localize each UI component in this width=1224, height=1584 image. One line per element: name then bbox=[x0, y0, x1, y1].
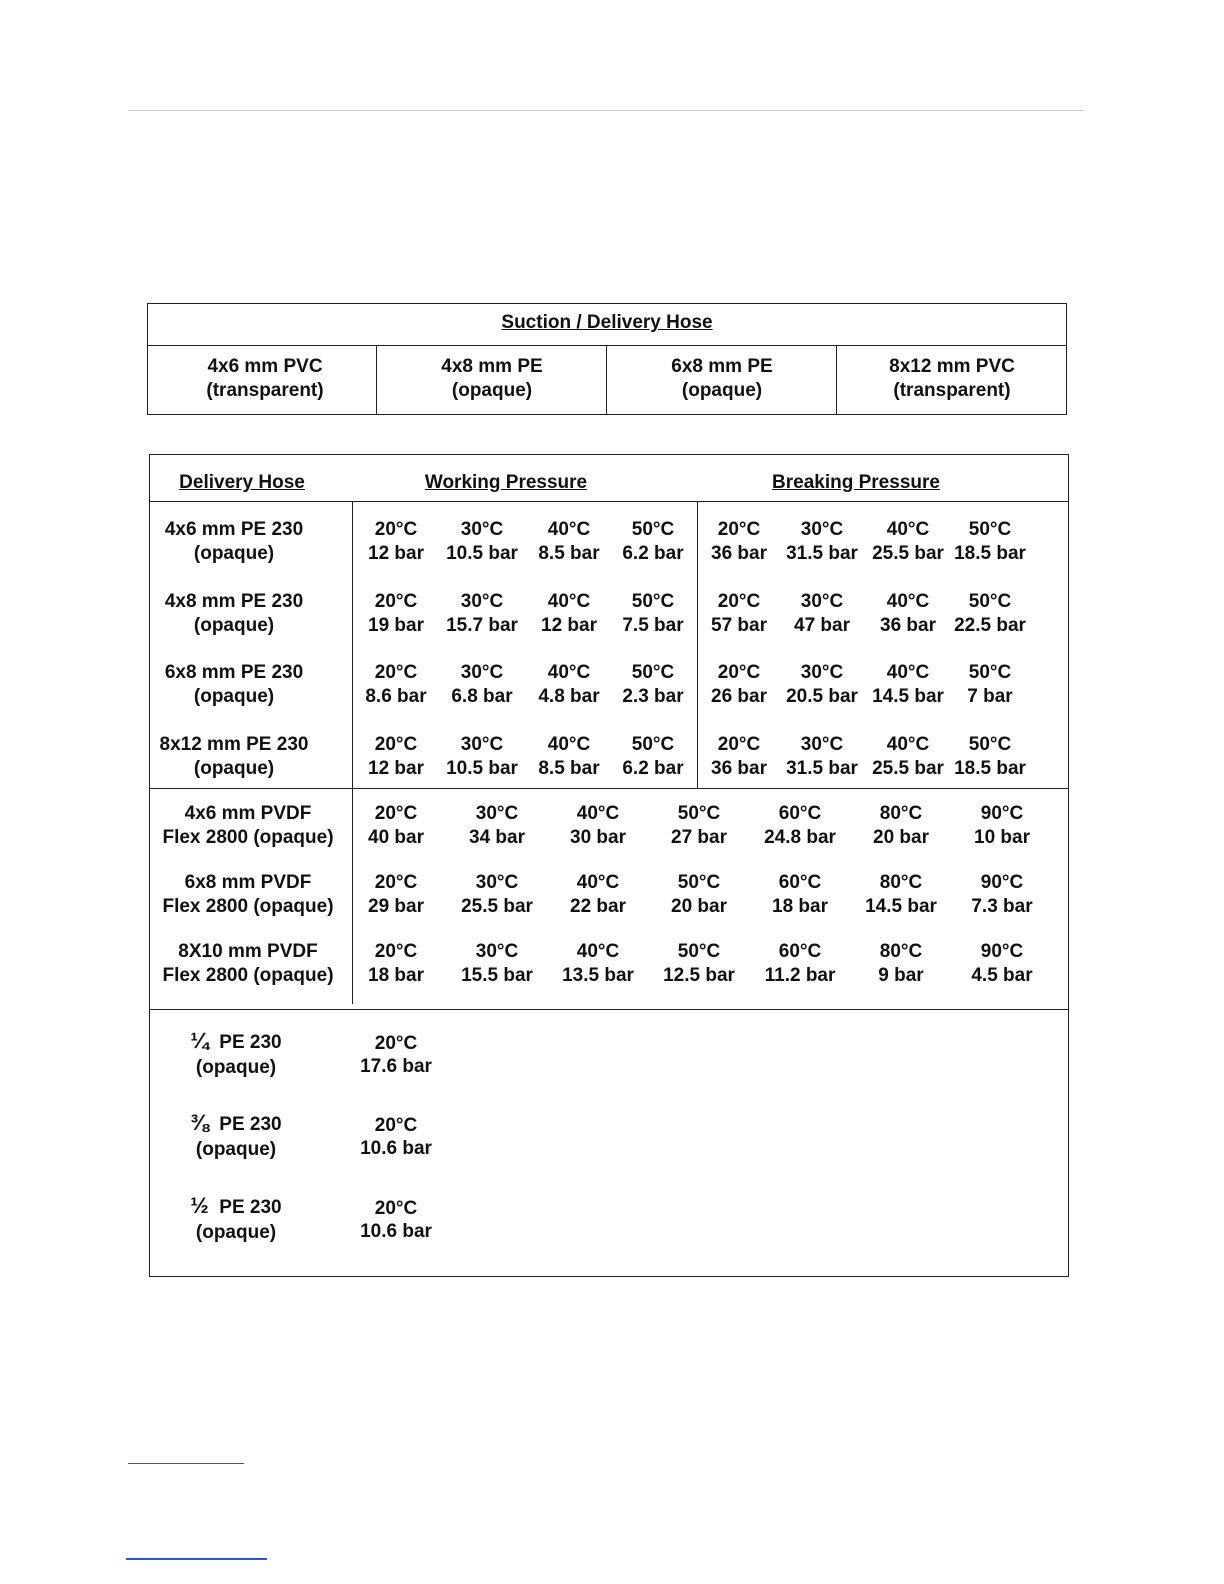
hose-name: 4x6 mm PVDF bbox=[184, 803, 312, 824]
breaking-temperature: 40°C bbox=[886, 519, 930, 540]
hose-name-detail: Flex 2800 (opaque) bbox=[162, 896, 334, 917]
breaking-temperature: 50°C bbox=[968, 591, 1012, 612]
breaking-pressure-value: 20.5 bar bbox=[786, 686, 858, 707]
breaking-pressure-value: 47 bar bbox=[794, 615, 850, 636]
working-pressure-value: 20 bar bbox=[873, 827, 929, 848]
working-temperature: 20°C bbox=[374, 803, 418, 824]
hose-name-detail: (opaque) bbox=[193, 615, 275, 636]
suction-col-3-line1: 6x8 mm PE bbox=[671, 356, 773, 377]
breaking-temperature: 40°C bbox=[886, 591, 930, 612]
header-working-pressure: Working Pressure bbox=[424, 472, 588, 493]
working-temperature: 30°C bbox=[460, 734, 504, 755]
hose-name-detail: (opaque) bbox=[195, 1222, 277, 1243]
inch-fraction: ¼ bbox=[190, 1028, 209, 1053]
working-temperature: 20°C bbox=[374, 1115, 418, 1136]
working-pressure-value: 12.5 bar bbox=[663, 965, 735, 986]
working-temperature: 20°C bbox=[374, 872, 418, 893]
working-temperature: 20°C bbox=[374, 1198, 418, 1219]
working-pressure-value: 2.3 bar bbox=[622, 686, 684, 707]
hose-name-detail: (opaque) bbox=[195, 1057, 277, 1078]
spacer bbox=[209, 1114, 220, 1135]
working-pressure-value: 10.6 bar bbox=[360, 1221, 432, 1242]
working-temperature: 20°C bbox=[374, 591, 418, 612]
breaking-pressure-value: 18.5 bar bbox=[954, 758, 1026, 779]
working-temperature: 50°C bbox=[677, 941, 721, 962]
working-pressure-value: 12 bar bbox=[368, 543, 424, 564]
breaking-pressure-value: 36 bar bbox=[880, 615, 936, 636]
breaking-pressure-value: 22.5 bar bbox=[954, 615, 1026, 636]
suction-col-4-line2: (transparent) bbox=[893, 380, 1011, 401]
working-temperature: 30°C bbox=[460, 662, 504, 683]
hose-name: 8x12 mm PE 230 bbox=[159, 734, 309, 755]
breaking-temperature: 20°C bbox=[717, 519, 761, 540]
pressure-header-divider bbox=[149, 501, 1069, 502]
breaking-temperature: 40°C bbox=[886, 662, 930, 683]
working-temperature: 50°C bbox=[631, 662, 675, 683]
working-pressure-value: 10.5 bar bbox=[446, 543, 518, 564]
breaking-pressure-value: 26 bar bbox=[711, 686, 767, 707]
spacer bbox=[209, 1032, 220, 1053]
breaking-temperature: 20°C bbox=[717, 734, 761, 755]
working-pressure-value: 8.5 bar bbox=[538, 758, 600, 779]
working-temperature: 50°C bbox=[677, 872, 721, 893]
pressure-pvdf-divider bbox=[149, 1009, 1069, 1010]
working-temperature: 90°C bbox=[980, 872, 1024, 893]
working-pressure-value: 20 bar bbox=[671, 896, 727, 917]
working-pressure-value: 4.5 bar bbox=[971, 965, 1033, 986]
working-pressure-value: 6.2 bar bbox=[622, 543, 684, 564]
hose-name: 4x6 mm PE 230 bbox=[164, 519, 304, 540]
working-temperature: 30°C bbox=[475, 872, 519, 893]
working-temperature: 90°C bbox=[980, 941, 1024, 962]
suction-col-1-line1: 4x6 mm PVC bbox=[207, 356, 323, 377]
footer-link-rule bbox=[126, 1558, 267, 1560]
working-temperature: 40°C bbox=[547, 662, 591, 683]
working-pressure-value: 6.2 bar bbox=[622, 758, 684, 779]
breaking-temperature: 30°C bbox=[800, 734, 844, 755]
hose-name-detail: Flex 2800 (opaque) bbox=[162, 965, 334, 986]
working-pressure-value: 40 bar bbox=[368, 827, 424, 848]
working-pressure-value: 15.5 bar bbox=[461, 965, 533, 986]
suction-table-title: Suction / Delivery Hose bbox=[501, 312, 713, 333]
breaking-pressure-value: 36 bar bbox=[711, 758, 767, 779]
breaking-pressure-value: 31.5 bar bbox=[786, 758, 858, 779]
working-temperature: 50°C bbox=[677, 803, 721, 824]
hose-material: PE 230 bbox=[219, 1197, 282, 1218]
working-pressure-value: 11.2 bar bbox=[764, 965, 836, 986]
header-breaking-pressure: Breaking Pressure bbox=[772, 472, 940, 493]
breaking-temperature: 40°C bbox=[886, 734, 930, 755]
suction-col-2-line1: 4x8 mm PE bbox=[441, 356, 543, 377]
working-temperature: 80°C bbox=[879, 803, 923, 824]
working-pressure-value: 8.5 bar bbox=[538, 543, 600, 564]
hose-name-detail: (opaque) bbox=[193, 758, 275, 779]
working-temperature: 40°C bbox=[547, 519, 591, 540]
working-pressure-value: 34 bar bbox=[469, 827, 525, 848]
pressure-pe-divider bbox=[149, 788, 1069, 789]
working-temperature: 80°C bbox=[879, 872, 923, 893]
breaking-temperature: 50°C bbox=[968, 662, 1012, 683]
working-pressure-value: 17.6 bar bbox=[360, 1056, 432, 1077]
working-temperature: 20°C bbox=[374, 1033, 418, 1054]
breaking-pressure-value: 25.5 bar bbox=[872, 758, 944, 779]
hose-name-detail: (opaque) bbox=[195, 1139, 277, 1160]
working-temperature: 90°C bbox=[980, 803, 1024, 824]
breaking-pressure-value: 31.5 bar bbox=[786, 543, 858, 564]
working-pressure-value: 29 bar bbox=[368, 896, 424, 917]
working-temperature: 20°C bbox=[374, 734, 418, 755]
working-pressure-value: 4.8 bar bbox=[538, 686, 600, 707]
working-pressure-value: 7.3 bar bbox=[971, 896, 1033, 917]
working-temperature: 80°C bbox=[879, 941, 923, 962]
hose-name bbox=[136, 1111, 336, 1136]
header-rule bbox=[128, 110, 1084, 111]
working-temperature: 20°C bbox=[374, 941, 418, 962]
working-pressure-value: 7.5 bar bbox=[622, 615, 684, 636]
working-temperature: 30°C bbox=[460, 591, 504, 612]
working-temperature: 50°C bbox=[631, 519, 675, 540]
breaking-temperature: 50°C bbox=[968, 519, 1012, 540]
working-pressure-value: 27 bar bbox=[671, 827, 727, 848]
working-pressure-value: 30 bar bbox=[570, 827, 626, 848]
working-temperature: 60°C bbox=[778, 872, 822, 893]
working-pressure-value: 13.5 bar bbox=[562, 965, 634, 986]
working-pressure-value: 9 bar bbox=[878, 965, 924, 986]
working-pressure-value: 10 bar bbox=[974, 827, 1030, 848]
working-temperature: 60°C bbox=[778, 803, 822, 824]
working-temperature: 20°C bbox=[374, 519, 418, 540]
hose-name bbox=[136, 1194, 336, 1219]
hose-name-detail: (opaque) bbox=[193, 686, 275, 707]
working-temperature: 30°C bbox=[475, 941, 519, 962]
working-temperature: 60°C bbox=[778, 941, 822, 962]
inch-fraction: ⅜ bbox=[190, 1110, 209, 1135]
working-temperature: 50°C bbox=[631, 591, 675, 612]
breaking-pressure-value: 57 bar bbox=[711, 615, 767, 636]
suction-col-3-line2: (opaque) bbox=[681, 380, 763, 401]
suction-col-4-line1: 8x12 mm PVC bbox=[889, 356, 1015, 377]
breaking-temperature: 20°C bbox=[717, 662, 761, 683]
working-temperature: 40°C bbox=[547, 734, 591, 755]
working-temperature: 50°C bbox=[631, 734, 675, 755]
hose-name-detail: Flex 2800 (opaque) bbox=[162, 827, 334, 848]
hose-name: 4x8 mm PE 230 bbox=[164, 591, 304, 612]
inch-fraction: ½ bbox=[190, 1193, 209, 1218]
hose-name: 6x8 mm PVDF bbox=[184, 872, 312, 893]
working-pressure-value: 24.8 bar bbox=[764, 827, 836, 848]
working-pressure-value: 14.5 bar bbox=[865, 896, 937, 917]
working-pressure-value: 12 bar bbox=[368, 758, 424, 779]
working-pressure-value: 18 bar bbox=[368, 965, 424, 986]
working-temperature: 40°C bbox=[547, 591, 591, 612]
breaking-pressure-value: 36 bar bbox=[711, 543, 767, 564]
working-pressure-value: 12 bar bbox=[541, 615, 597, 636]
working-pressure-value: 15.7 bar bbox=[446, 615, 518, 636]
suction-table-divider bbox=[147, 345, 1067, 346]
header-delivery-hose: Delivery Hose bbox=[179, 472, 305, 493]
working-temperature: 40°C bbox=[576, 803, 620, 824]
working-temperature: 30°C bbox=[460, 519, 504, 540]
working-temperature: 20°C bbox=[374, 662, 418, 683]
breaking-temperature: 30°C bbox=[800, 662, 844, 683]
breaking-temperature: 20°C bbox=[717, 591, 761, 612]
hose-name: 6x8 mm PE 230 bbox=[164, 662, 304, 683]
working-pressure-value: 10.5 bar bbox=[446, 758, 518, 779]
working-pressure-value: 25.5 bar bbox=[461, 896, 533, 917]
hose-name bbox=[136, 1029, 336, 1054]
hose-material: PE 230 bbox=[219, 1032, 282, 1053]
working-temperature: 40°C bbox=[576, 941, 620, 962]
working-pressure-value: 10.6 bar bbox=[360, 1138, 432, 1159]
spacer bbox=[209, 1197, 220, 1218]
working-temperature: 40°C bbox=[576, 872, 620, 893]
working-pressure-value: 8.6 bar bbox=[365, 686, 427, 707]
hose-material: PE 230 bbox=[219, 1114, 282, 1135]
footnote-rule bbox=[128, 1463, 244, 1464]
breaking-temperature: 30°C bbox=[800, 591, 844, 612]
suction-col-1-line2: (transparent) bbox=[206, 380, 324, 401]
breaking-pressure-value: 25.5 bar bbox=[872, 543, 944, 564]
working-temperature: 30°C bbox=[475, 803, 519, 824]
working-pressure-value: 19 bar bbox=[368, 615, 424, 636]
breaking-temperature: 50°C bbox=[968, 734, 1012, 755]
suction-col-2-line2: (opaque) bbox=[451, 380, 533, 401]
working-pressure-value: 18 bar bbox=[772, 896, 828, 917]
breaking-pressure-value: 14.5 bar bbox=[872, 686, 944, 707]
hose-name: 8X10 mm PVDF bbox=[178, 941, 318, 962]
working-pressure-value: 22 bar bbox=[570, 896, 626, 917]
breaking-temperature: 30°C bbox=[800, 519, 844, 540]
working-pressure-value: 6.8 bar bbox=[451, 686, 513, 707]
breaking-pressure-value: 18.5 bar bbox=[954, 543, 1026, 564]
breaking-pressure-value: 7 bar bbox=[967, 686, 1013, 707]
hose-name-detail: (opaque) bbox=[193, 543, 275, 564]
